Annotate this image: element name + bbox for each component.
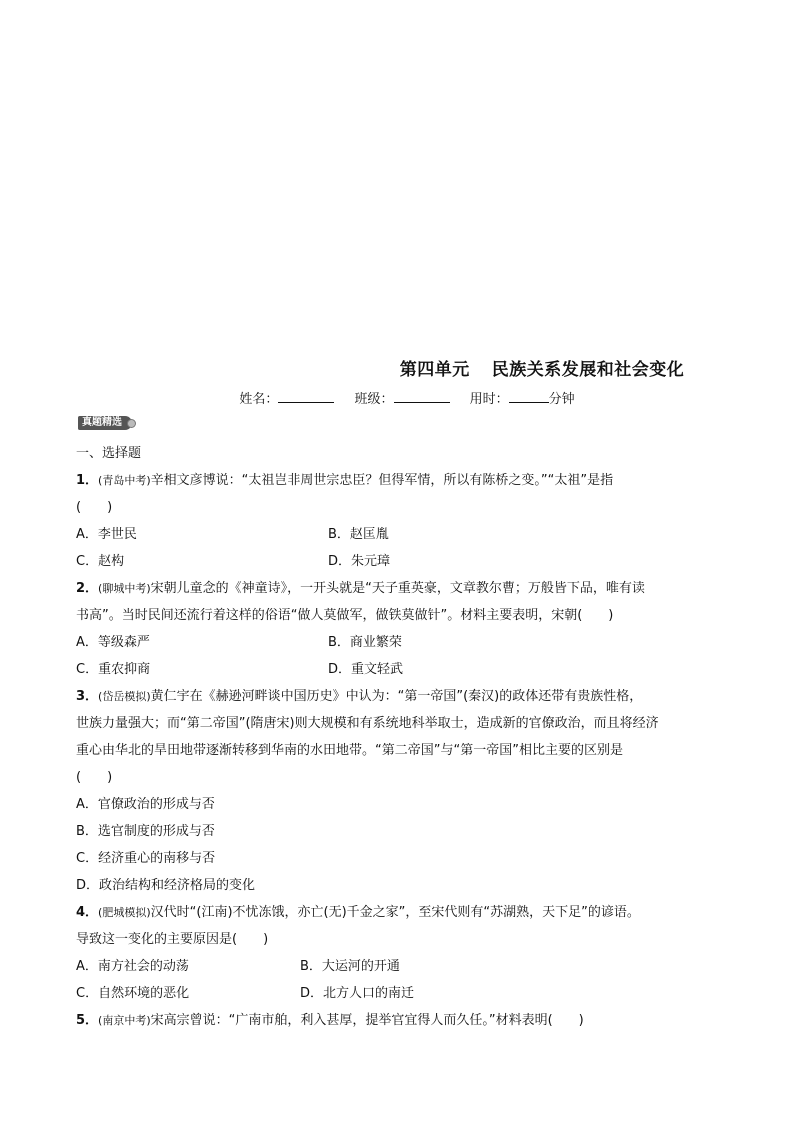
section-title: 一、选择题 bbox=[76, 446, 142, 461]
option-a[interactable]: A．南方社会的动荡 bbox=[76, 959, 189, 974]
question-1 bbox=[76, 467, 726, 575]
question-text: 重心由华北的旱田地带逐渐转移到华南的水田地带。“第二帝国”与“第一帝国”相比主要的区别是 bbox=[76, 743, 623, 758]
option-c[interactable]: C．经济重心的南移与否 bbox=[76, 851, 216, 866]
question-text: 世族力量强大；而“第二帝国”(隋唐宋)则大规模和有系统地科举取士，造成新的官僚政治，而且将经济 bbox=[76, 716, 659, 731]
question-3 bbox=[76, 683, 726, 899]
question-number: 2． bbox=[76, 581, 99, 596]
option-b[interactable]: B．赵匡胤 bbox=[328, 527, 389, 542]
question-number: 1． bbox=[76, 473, 99, 488]
question-source: (岱岳模拟) bbox=[98, 690, 151, 703]
student-info bbox=[0, 388, 794, 407]
option-c[interactable]: C．赵构 bbox=[76, 554, 125, 569]
answer-parens: ( ) bbox=[76, 770, 113, 785]
name-label: 姓名： bbox=[239, 392, 279, 407]
question-text: 辛相文彦博说：“太祖岂非周世宗忠臣？但得军情，所以有陈桥之变。”“太祖”是指 bbox=[150, 473, 614, 488]
question-list bbox=[76, 440, 726, 1034]
time-unit: 分钟 bbox=[548, 392, 575, 407]
answer-parens: ( ) bbox=[76, 500, 113, 515]
question-text: 汉代时“(江南)不忧冻饿，亦亡(无)千金之家”，至宋代则有“苏湖熟，天下足”的谚语。 bbox=[150, 905, 640, 920]
option-b[interactable]: B．商业繁荣 bbox=[328, 635, 402, 650]
question-source: (肥城模拟) bbox=[98, 906, 151, 919]
option-d[interactable]: D．北方人口的南迁 bbox=[300, 986, 415, 1001]
question-5 bbox=[76, 1007, 726, 1034]
option-a[interactable]: A．官僚政治的形成与否 bbox=[76, 797, 215, 812]
question-number: 3． bbox=[76, 689, 99, 704]
option-b[interactable]: B．大运河的开通 bbox=[300, 959, 400, 974]
option-c[interactable]: C．重农抑商 bbox=[76, 662, 151, 677]
option-d[interactable]: D．重文轻武 bbox=[328, 662, 404, 677]
question-text: 宋朝儿童念的《神童诗》，一开头就是“天子重英豪，文章教尔曹；万般皆下品，唯有读 bbox=[150, 581, 645, 596]
question-text: 导致这一变化的主要原因是( ) bbox=[76, 932, 269, 947]
time-blank[interactable] bbox=[509, 390, 549, 403]
question-source: (青岛中考) bbox=[98, 474, 151, 487]
option-a[interactable]: A．李世民 bbox=[76, 527, 137, 542]
question-source: (聊城中考) bbox=[98, 582, 151, 595]
option-a[interactable]: A．等级森严 bbox=[76, 635, 150, 650]
question-text: 书高”。当时民间还流行着这样的俗语“做人莫做军，做铁莫做针”。材料主要表明，宋朝( ) bbox=[76, 608, 614, 623]
question-4 bbox=[76, 899, 726, 1007]
badge-text: 真题精选 bbox=[82, 417, 122, 428]
question-number: 4． bbox=[76, 905, 99, 920]
question-text: 宋高宗曾说：“广南市舶，利入甚厚，提举官宜得人而久任。”材料表明( ) bbox=[150, 1013, 584, 1028]
question-number: 5． bbox=[76, 1013, 99, 1028]
class-blank[interactable] bbox=[394, 390, 450, 403]
question-text: 黄仁宇在《赫逊河畔谈中国历史》中认为：“第一帝国”(秦汉)的政体还带有贵族性格， bbox=[150, 689, 643, 704]
time-label: 用时： bbox=[469, 392, 509, 407]
question-source: (南京中考) bbox=[98, 1014, 151, 1027]
option-d[interactable]: D．朱元璋 bbox=[328, 554, 391, 569]
badge-tip-icon bbox=[127, 419, 136, 428]
unit-label: 第四单元 bbox=[399, 360, 470, 380]
class-label: 班级： bbox=[354, 392, 394, 407]
page-title bbox=[0, 355, 794, 380]
section-badge bbox=[78, 416, 132, 430]
name-blank[interactable] bbox=[278, 390, 334, 403]
unit-title: 民族关系发展和社会变化 bbox=[491, 360, 685, 380]
option-c[interactable]: C．自然环境的恶化 bbox=[76, 986, 190, 1001]
question-2 bbox=[76, 575, 726, 683]
option-d[interactable]: D．政治结构和经济格局的变化 bbox=[76, 878, 256, 893]
option-b[interactable]: B．选官制度的形成与否 bbox=[76, 824, 215, 839]
